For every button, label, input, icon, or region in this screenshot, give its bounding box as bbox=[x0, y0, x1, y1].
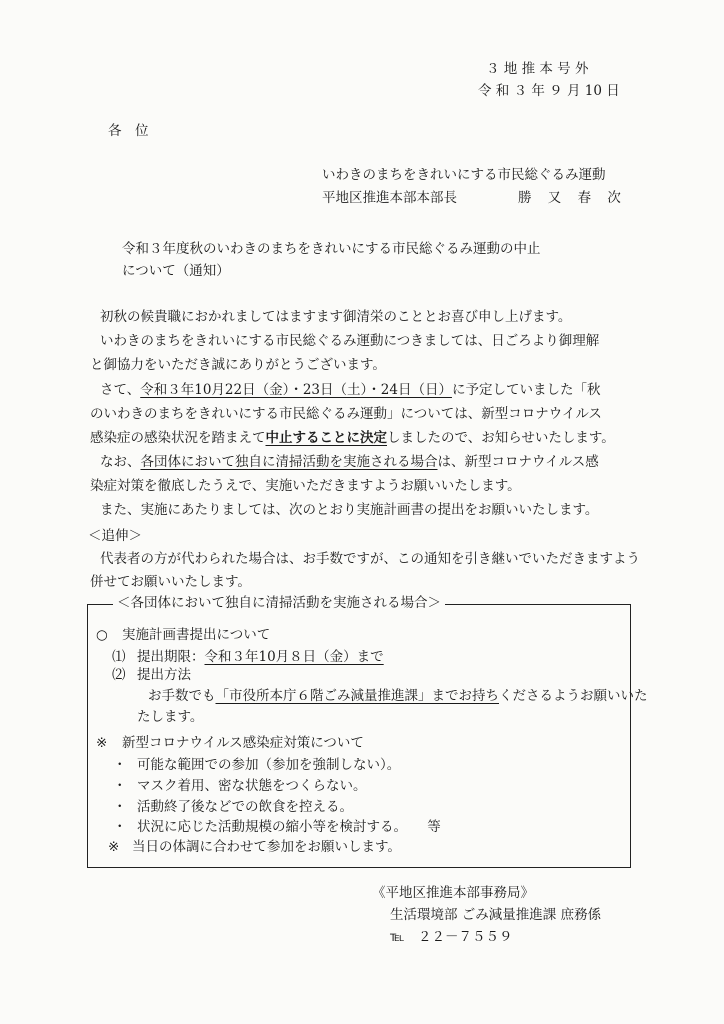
p4-prefix: なお、 bbox=[100, 454, 141, 470]
document-number: ３ 地 推 本 号 外 bbox=[486, 61, 589, 77]
bullet-marker: ・ bbox=[113, 778, 127, 794]
sender-organization: いわきのまちをきれいにする市民総ぐるみ運動 bbox=[322, 167, 606, 183]
item-2-number: ⑵ bbox=[112, 667, 126, 683]
sender-name: 勝 又 春 次 bbox=[518, 190, 627, 206]
bullet-item: 可能な範囲での参加（参加を強制しない）。 bbox=[137, 757, 401, 773]
p3-line3-suffix: しましたので、お知らせいたします。 bbox=[387, 430, 615, 446]
bullet-item: 状況に応じた活動規模の縮小等を検討する。 等 bbox=[137, 819, 441, 835]
covid-measures-heading: 新型コロナウイルス感染症対策について bbox=[122, 735, 364, 751]
bullet-item: 活動終了後などでの飲食を控える。 bbox=[137, 799, 353, 815]
submission-method-line-1 bbox=[148, 687, 648, 705]
deadline-label: 提出期限： bbox=[137, 649, 205, 665]
item-1-number: ⑴ bbox=[112, 649, 126, 665]
submission-method-line-2: たします。 bbox=[137, 709, 204, 725]
submission-office: 「市役所本庁６階ごみ減量推進課」までお持ち bbox=[215, 688, 499, 704]
p3-prefix: さて、 bbox=[100, 382, 141, 398]
last-note-marker: ※ bbox=[108, 839, 120, 855]
postscript-line-2: 併せてお願いいたします。 bbox=[90, 574, 251, 590]
bullet-marker: ・ bbox=[113, 819, 127, 835]
p3-line3-prefix: 感染症の感染状況を踏まえて bbox=[90, 430, 266, 446]
bullet-marker: ・ bbox=[113, 757, 127, 773]
addressee: 各 位 bbox=[108, 123, 149, 139]
telephone: ℡ ２２－７５５９ bbox=[390, 929, 513, 945]
body-paragraph-4-line-1 bbox=[100, 453, 599, 471]
document-date: 令 和 ３ 年 ９ 月 10 日 bbox=[478, 83, 620, 99]
body-paragraph-2-line-1: いわきのまちをきれいにする市民総ぐるみ運動につきましては、日ごろより御理解 bbox=[100, 333, 600, 349]
body-paragraph-2-line-2: と御協力をいただき誠にありがとうございます。 bbox=[90, 357, 386, 373]
item-2-label: 提出方法 bbox=[137, 667, 191, 683]
body-paragraph-3-line-2: のいわきのまちをきれいにする市民総ぐるみ運動」については、新型コロナウイルス bbox=[90, 406, 602, 422]
deadline-date: 令和３年10月８日（金）まで bbox=[204, 649, 384, 665]
department: 生活環境部 ごみ減量推進課 庶務係 bbox=[390, 907, 602, 923]
body-paragraph-5: また、実施にあたりましては、次のとおり実施計画書の提出をお願いいたします。 bbox=[100, 502, 599, 518]
body-paragraph-1: 初秋の候貴職におかれましてはますます御清栄のこととお喜び申し上げます。 bbox=[100, 309, 572, 325]
sender-title: 平地区推進本部本部長 bbox=[322, 190, 457, 206]
postscript-line-1: 代表者の方が代わられた場合は、お手数ですが、この通知を引き継いでいただきますよう bbox=[100, 551, 640, 567]
box-title: ＜各団体において独自に清掃活動を実施される場合＞ bbox=[113, 594, 445, 612]
body-paragraph-3-line-1 bbox=[100, 381, 600, 399]
bullet-marker: ・ bbox=[113, 799, 127, 815]
plan-submission-heading: 実施計画書提出について bbox=[122, 627, 271, 643]
office-name: 《平地区推進本部事務局》 bbox=[372, 885, 534, 901]
item-1-deadline bbox=[137, 648, 384, 666]
method-prefix: お手数でも bbox=[148, 688, 216, 704]
p4-suffix: は、新型コロナウイルス感 bbox=[437, 454, 599, 470]
body-paragraph-3-line-3 bbox=[90, 429, 615, 447]
postscript-label: ＜追伸＞ bbox=[88, 528, 142, 544]
event-dates: 令和３年10月22日（金）・23日（土）・24日（日） bbox=[140, 382, 452, 398]
subject-line-2: について（通知） bbox=[122, 263, 230, 279]
circle-marker: ○ bbox=[96, 627, 108, 643]
same-day-condition-note: 当日の体調に合わせて参加をお願いします。 bbox=[132, 839, 401, 855]
method-suffix: くださるようお願いいた bbox=[499, 688, 648, 704]
independent-cleaning-note: 各団体において独自に清掃活動を実施される場合 bbox=[140, 454, 438, 470]
cancellation-decision: 中止することに決定 bbox=[265, 430, 387, 446]
bullet-item: マスク着用、密な状態をつくらない。 bbox=[137, 778, 367, 794]
body-paragraph-4-line-2: 染症対策を徹底したうえで、実施いただきますようお願いいたします。 bbox=[90, 478, 521, 494]
subject-line-1: 令和３年度秋のいわきのまちをきれいにする市民総ぐるみ運動の中止 bbox=[122, 241, 541, 257]
note-marker: ※ bbox=[96, 735, 108, 751]
p3-suffix: に予定していました「秋 bbox=[451, 382, 601, 398]
